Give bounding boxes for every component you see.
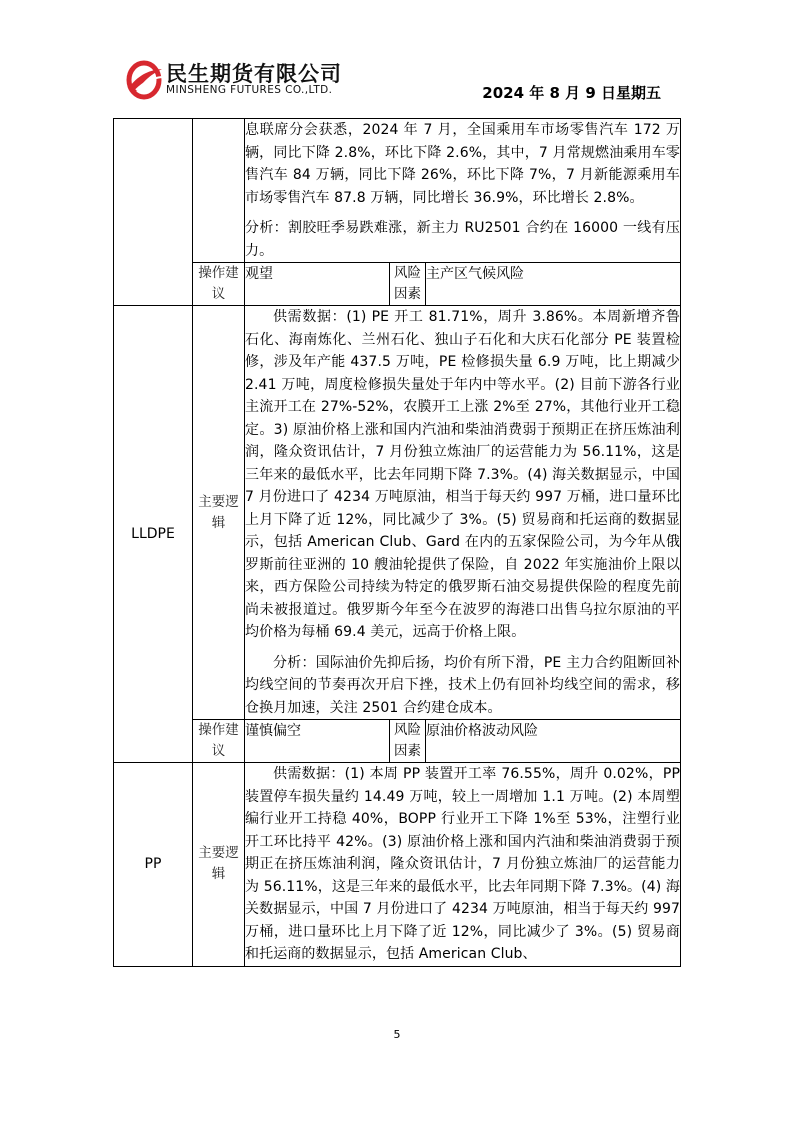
rubber-op-label: 操作建议	[193, 263, 245, 306]
company-name-cn: 民生期货有限公司	[166, 62, 342, 86]
pp-logic-content	[245, 763, 681, 967]
rubber-risk-label: 风险因素	[390, 263, 426, 306]
lldpe-logic-label: 主要逻辑	[193, 306, 245, 720]
lldpe-analysis: 分析：国际油价先抑后扬，均价有所下滑，PE 主力合约阻断回补均线空间的节奏再次开启下挫，技术上仍有回补均线空间的需求，移仓换月加速，关注 2501 合约建仓成本。	[245, 654, 680, 716]
pp-supply-text: 供需数据：(1) 本周 PP 装置开工率 76.55%，周升 0.02%，PP 装置停车损失量约 14.49 万吨，较上一周增加 1.1 万吨。(2) 本周塑编行业开工持稳 40%，BOPP 行业开工下降 1%至 53%，注塑行业开工环比持平 42%。(3) 原油价格上涨和国内汽油和柴油消费弱于预期正在挤压炼油利润，隆众资讯估计，7 月份独立炼油厂的运营能力为 56.11%，这是三年来的最低水平，比去年同期下降 7.3%。(4) 海关数据显示，中国 7 月份进口了 4234 万吨原油，相当于每天约 997 万桶，进口量环比上月下降了近 12%，同比减少了 3%。(5) 贸易商和托运商的数据显示，包括 American Club、	[245, 766, 680, 962]
rubber-op-value: 观望	[245, 263, 390, 306]
lldpe-risk-label: 风险因素	[390, 720, 426, 763]
company-logo	[126, 58, 366, 102]
lldpe-op-value: 谨慎偏空	[245, 720, 390, 763]
pp-logic-row	[114, 763, 681, 967]
lldpe-logic-row	[114, 306, 681, 720]
rubber-logic-row	[114, 119, 681, 263]
rubber-logic-content	[245, 119, 681, 263]
lldpe-logic-content	[245, 306, 681, 720]
page-number: 5	[393, 1028, 401, 1041]
rubber-label-cell	[193, 119, 245, 263]
rubber-logic-text: 息联席分会获悉，2024 年 7 月，全国乘用车市场零售汽车 172 万辆，同比下降 2.8%，环比下降 2.6%，其中，7 月常规燃油乘用车零售汽车 84 万辆，同比下降 26%，环比下降 7%，7 月新能源乘用车市场零售汽车 87.8 万辆，同比增长 36.9%，环比增长 2.8%。	[245, 122, 680, 206]
pp-logic-label: 主要逻辑	[193, 763, 245, 967]
lldpe-supply-text: 供需数据：(1) PE 开工 81.71%，周升 3.86%。本周新增齐鲁石化、海南炼化、兰州石化、独山子石化和大庆石化部分 PE 装置检修，涉及年产能 437.5 万吨，PE 检修损失量 6.9 万吨，比上期减少 2.41 万吨，周度检修损失量处于年内中等水平。(2) 目前下游各行业主流开工在 27%-52%，农膜开工上涨 2%至 27%，其他行业开工稳定。3) 原油价格上涨和国内汽油和柴油消费弱于预期正在挤压炼油利润，隆众资讯估计，7 月份独立炼油厂的运营能力为 56.11%，这是三年来的最低水平，比去年同期下降 7.3%。(4) 海关数据显示，中国 7 月份进口了 4234 万吨原油，相当于每天约 997 万桶，进口量环比上月下降了近 12%，同比减少了 3%。(5) 贸易商和托运商的数据显示，包括 American Club、Gard 在内的五家保险公司，为今年从俄罗斯前往亚洲的 10 艘油轮提供了保险，自 2022 年实施油价上限以来，西方保险公司持续为特定的俄罗斯石油交易提供保险的程度先前尚未被报道过。俄罗斯今年至今在波罗的海港口出售乌拉尔原油的平均价格为每桶 69.4 美元，远高于价格上限。	[245, 309, 680, 640]
rubber-analysis: 分析：割胶旺季易跌难涨，新主力 RU2501 合约在 16000 一线有压力。	[245, 220, 680, 259]
rubber-name-cell	[114, 119, 193, 306]
report-table	[113, 118, 681, 967]
lldpe-op-row	[114, 720, 681, 763]
pp-name: PP	[114, 763, 193, 967]
rubber-op-row	[114, 263, 681, 306]
rubber-risk-value: 主产区气候风险	[426, 263, 681, 306]
lldpe-op-label: 操作建议	[193, 720, 245, 763]
report-date: 2024 年 8 月 9 日星期五	[482, 84, 661, 102]
minsheng-logo-icon	[126, 60, 164, 100]
lldpe-risk-value: 原油价格波动风险	[426, 720, 681, 763]
lldpe-name: LLDPE	[114, 306, 193, 763]
company-name-en: MINSHENG FUTURES CO.,LTD.	[166, 84, 333, 96]
